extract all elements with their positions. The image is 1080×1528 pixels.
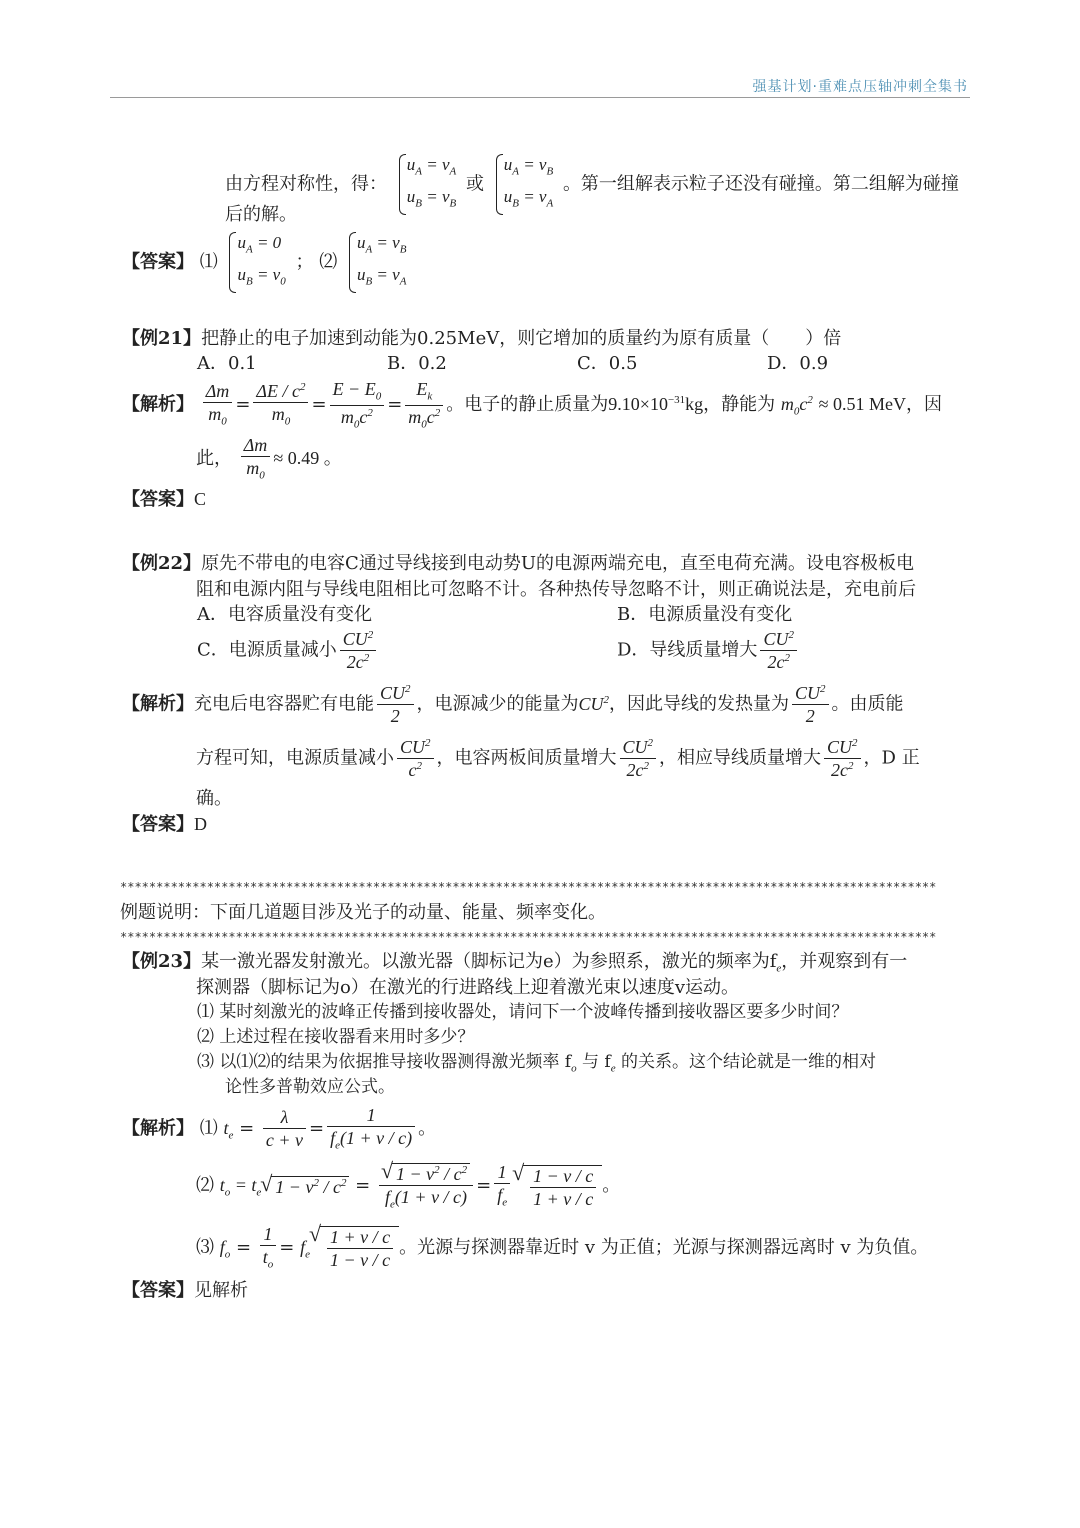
ex22-option-d: D．导线质量增大 $\frac{CU^2}{2c^2}$: [617, 630, 800, 671]
ex22-answer: 【答案】D: [122, 814, 207, 835]
ex23-subquestion-3-cont: 论性多普勒效应公式。: [225, 1077, 395, 1097]
ex22-question-1: 【例22】原先不带电的电容C通过导线接到电动势U的电源两端充电，直至电荷充满。设电容极板电: [122, 553, 915, 574]
ex22-question-2: 阻和电源内阻与导线电阻相比可忽略不计。各种热传导忽略不计，则正确说法是，充电前后: [196, 579, 916, 600]
ex21-question: 【例21】把静止的电子加速到动能为0.25MeV，则它增加的质量约为原有质量（ ）倍: [122, 328, 842, 349]
top-line-2: 后的解。: [225, 204, 297, 225]
top-answer: 【答案】 ⑴ $u_A = 0$ $u_B = v_0$ ； ⑵ $u_A = v_B$ $u_B = v_A$: [122, 230, 410, 295]
ex23-question-1: 【例23】某一激光器发射激光。以激光器（脚标记为e）为参照系，激光的频率为$f_e$，并观察到有一: [122, 951, 908, 975]
ex22-analysis-line-1: 【解析】充电后电容器贮有电能 $\frac{CU^2}{2}$ ，电源减少的能量为$CU^2$，因此导线的发热量为 $\frac{CU^2}{2}$ 。由质能: [122, 683, 904, 726]
ex22-analysis-line-2: 方程可知，电源质量减小 $\frac{CU^2}{c^2}$ ，电容两板间质量增大 $\frac{CU^2}{2c^2}$ ，相应导线质量增大 $\frac{CU^2}{2c^2}$ ，D 正: [196, 737, 920, 780]
ex21-option-a: A．0.1: [197, 353, 257, 374]
header-title: 强基计划·重难点压轴冲刺全集书: [752, 79, 968, 95]
ex23-solution-1: 【解析】 ⑴ $t_e$ = $\frac{\lambda}{c + v}$ = $\frac{1}{f_e(1 + v / c)}$ 。: [122, 1105, 437, 1152]
ex21-analysis-line-2: 此， $\frac{\Delta m}{m_0}$ ≈ 0.49 。: [196, 435, 342, 482]
ex21-analysis-line-1: 【解析】 $\frac{\Delta m}{m_0}$ = $\frac{\Delta E / c^2}{m_0}$ = $\frac{E - E_0}{m_0c^2}$ = $\frac{E_k}{m_0c^2}$ 。电子的静止质量为$9.10\times 10^{-31}kg$，静能为 $m_0c^2 \approx 0.51$ MeV，因: [122, 379, 943, 431]
system-2: $u_A = v_B$ $u_B = v_A$: [494, 152, 554, 217]
ex23-answer: 【答案】见解析: [122, 1280, 248, 1301]
ex22-option-a: A．电容质量没有变化: [197, 604, 372, 625]
ex21-option-c: C．0.5: [577, 353, 638, 374]
ex23-question-2: 探测器（脚标记为o）在激光的行进路线上迎着激光束以速度v运动。: [196, 977, 740, 998]
note-text: 例题说明：下面几道题目涉及光子的动量、能量、频率变化。: [120, 902, 606, 923]
ex21-answer: 【答案】C: [122, 489, 207, 510]
header-divider: [110, 97, 970, 98]
ex23-solution-2: ⑵ $t_o = t_e√$ $1 - v^2 / c^2$ = √ $\frac{1 - v^2 / c^2}{f_e(1 + v / c)}$ = $\frac{1}{f_e}$ √ $\frac{1 - v / c}{1 + v / c}$ 。: [196, 1162, 620, 1210]
ex22-analysis-line-3: 确。: [196, 788, 232, 809]
ex23-solution-3: ⑶ $f_o$ = $\frac{1}{t_o}$ = $f_e$ √ $\frac{1 + v / c}{1 - v / c}$ 。光源与探测器靠近时 v 为正值；光源与探测器远离时 v 为负值。: [196, 1225, 928, 1271]
note-stars-top: *****************************************************************************************************************: [120, 880, 937, 894]
ex22-option-b: B．电源质量没有变化: [617, 604, 793, 625]
ex23-subquestion-2: ⑵ 上述过程在接收器看来用时多少？: [197, 1027, 475, 1047]
ex23-subquestion-1: ⑴ 某时刻激光的波峰正传播到接收器处，请问下一个波峰传播到接收器区要多少时间？: [197, 1002, 849, 1022]
ex21-option-b: B．0.2: [387, 353, 447, 374]
ex23-subquestion-3: ⑶ 以⑴⑵的结果为依据推导接收器测得激光频率 $f_o$ 与 $f_e$ 的关系。这个结论就是一维的相对: [197, 1052, 877, 1075]
ex21-option-d: D．0.9: [767, 353, 829, 374]
top-line-1: 由方程对称性，得： $u_A = v_A$ $u_B = v_B$ 或 $u_A = v_B$ $u_B = v_A$ 。第一组解表示粒子还没有碰撞。第二组解为碰撞: [225, 152, 959, 217]
ex22-option-c: C．电源质量减小 $\frac{CU^2}{2c^2}$: [197, 630, 379, 671]
system-1: $u_A = v_A$ $u_B = v_B$: [397, 152, 457, 217]
note-stars-bottom: *****************************************************************************************************************: [120, 930, 937, 944]
